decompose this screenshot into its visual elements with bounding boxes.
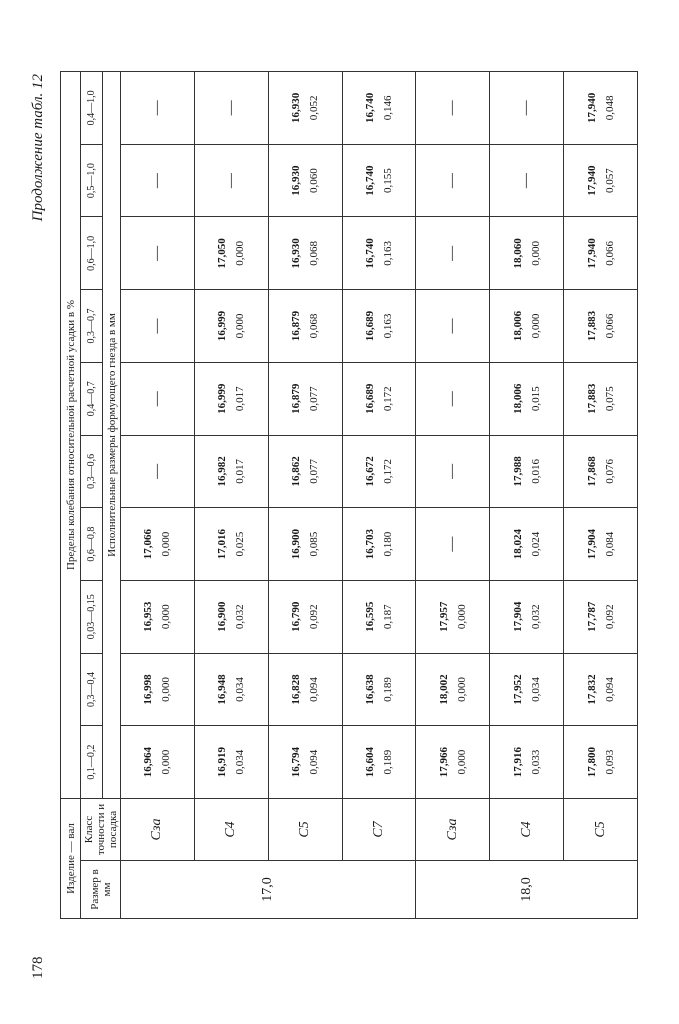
empty-cell: — bbox=[121, 144, 195, 217]
dimension-value: 16,740 bbox=[363, 165, 376, 196]
tolerance-value: 0,000 bbox=[160, 604, 173, 630]
tolerance-value: 0,034 bbox=[234, 677, 247, 702]
value-cell bbox=[268, 72, 342, 145]
value-cell bbox=[194, 290, 268, 363]
tolerance-value: 0,000 bbox=[455, 604, 468, 630]
tolerance-value: 0,075 bbox=[603, 386, 616, 412]
value-cell bbox=[268, 290, 342, 363]
range-header: 0,03—0,15 bbox=[81, 580, 103, 653]
value-cell bbox=[490, 217, 564, 290]
data-table bbox=[60, 71, 638, 919]
size-cell: 18,0 bbox=[416, 861, 638, 919]
value-cell bbox=[342, 726, 416, 799]
tolerance-value: 0,077 bbox=[308, 459, 321, 484]
class-cell: С5 bbox=[564, 798, 638, 860]
value-cell bbox=[268, 508, 342, 581]
tolerance-value: 0,172 bbox=[381, 459, 394, 484]
dimension-value: 17,800 bbox=[585, 747, 598, 778]
dimension-value: 17,940 bbox=[585, 165, 598, 196]
dimension-value: 16,604 bbox=[363, 747, 376, 778]
value-cell bbox=[342, 290, 416, 363]
value-cell bbox=[490, 290, 564, 363]
dims-header: Исполнительные размеры формующего гнезда в мм bbox=[103, 72, 121, 799]
value-cell bbox=[490, 580, 564, 653]
dimension-value: 16,900 bbox=[216, 601, 229, 632]
dimension-value: 16,930 bbox=[290, 238, 303, 269]
tolerance-value: 0,066 bbox=[603, 313, 616, 339]
empty-cell: — bbox=[121, 290, 195, 363]
tolerance-value: 0,094 bbox=[308, 677, 321, 702]
value-cell bbox=[268, 435, 342, 508]
range-header: 0,6—1,0 bbox=[81, 217, 103, 290]
table-row bbox=[416, 72, 490, 919]
table-row bbox=[564, 72, 638, 919]
value-cell bbox=[564, 508, 638, 581]
value-cell bbox=[490, 435, 564, 508]
dimension-value: 17,940 bbox=[585, 92, 598, 124]
tolerance-value: 0,093 bbox=[603, 749, 616, 775]
value-cell bbox=[194, 726, 268, 799]
tolerance-value: 0,076 bbox=[603, 459, 616, 484]
dimension-value: 17,868 bbox=[585, 456, 598, 487]
class-cell: Сза bbox=[416, 798, 490, 860]
page-number: 178 bbox=[30, 956, 46, 979]
value-cell bbox=[564, 72, 638, 145]
tolerance-value: 0,068 bbox=[308, 313, 321, 339]
product-header: Изделие — вал bbox=[61, 798, 81, 918]
value-cell bbox=[194, 653, 268, 726]
value-cell bbox=[564, 580, 638, 653]
dimension-value: 16,999 bbox=[216, 383, 229, 414]
dimension-value: 17,066 bbox=[142, 528, 155, 560]
table-row bbox=[268, 72, 342, 919]
tolerance-value: 0,189 bbox=[381, 677, 394, 702]
dimension-value: 16,879 bbox=[290, 383, 303, 414]
tolerance-value: 0,155 bbox=[381, 168, 394, 194]
tolerance-value: 0,092 bbox=[603, 604, 616, 630]
tolerance-value: 0,032 bbox=[529, 604, 542, 630]
value-cell bbox=[121, 726, 195, 799]
value-cell bbox=[564, 726, 638, 799]
value-cell bbox=[194, 435, 268, 508]
range-header: 0,3—0,7 bbox=[81, 290, 103, 363]
tolerance-value: 0,000 bbox=[455, 749, 468, 775]
dimension-value: 17,952 bbox=[511, 674, 524, 705]
dimension-value: 16,638 bbox=[363, 674, 376, 705]
table-row bbox=[490, 72, 564, 919]
empty-cell: — bbox=[194, 72, 268, 145]
empty-cell: — bbox=[416, 362, 490, 435]
dimension-value: 16,595 bbox=[363, 601, 376, 632]
value-cell bbox=[194, 362, 268, 435]
value-cell bbox=[121, 580, 195, 653]
class-cell: С5 bbox=[268, 798, 342, 860]
dimension-value: 16,953 bbox=[142, 601, 155, 632]
value-cell bbox=[194, 508, 268, 581]
value-cell bbox=[564, 144, 638, 217]
tolerance-value: 0,000 bbox=[160, 677, 173, 702]
tolerance-value: 0,084 bbox=[603, 531, 616, 557]
table-caption: Продолжение табл. 12 bbox=[30, 74, 46, 222]
tolerance-value: 0,033 bbox=[529, 749, 542, 775]
tolerance-value: 0,015 bbox=[529, 386, 542, 412]
dimension-value: 16,879 bbox=[290, 310, 303, 342]
empty-cell: — bbox=[121, 435, 195, 508]
range-header: 0,4—1,0 bbox=[81, 72, 103, 145]
value-cell bbox=[121, 653, 195, 726]
tolerance-value: 0,085 bbox=[308, 531, 321, 557]
value-cell bbox=[342, 217, 416, 290]
dimension-value: 17,904 bbox=[585, 528, 598, 560]
empty-cell: — bbox=[416, 72, 490, 145]
tolerance-value: 0,032 bbox=[234, 604, 247, 630]
tolerance-value: 0,180 bbox=[381, 531, 394, 557]
dimension-value: 18,060 bbox=[511, 238, 524, 269]
dimension-value: 17,883 bbox=[585, 310, 598, 342]
range-header: 0,5—1,0 bbox=[81, 144, 103, 217]
table-row bbox=[194, 72, 268, 919]
dimension-value: 16,794 bbox=[290, 747, 303, 778]
dimension-value: 16,999 bbox=[216, 310, 229, 342]
value-cell bbox=[416, 580, 490, 653]
tolerance-value: 0,163 bbox=[381, 313, 394, 339]
tolerance-value: 0,034 bbox=[234, 749, 247, 775]
tolerance-value: 0,000 bbox=[234, 313, 247, 339]
empty-cell: — bbox=[490, 144, 564, 217]
dimension-value: 16,900 bbox=[290, 528, 303, 560]
class-cell: С7 bbox=[342, 798, 416, 860]
tolerance-value: 0,000 bbox=[455, 677, 468, 702]
tolerance-value: 0,077 bbox=[308, 386, 321, 412]
value-cell bbox=[416, 726, 490, 799]
range-header: 0,1—0,2 bbox=[81, 726, 103, 799]
range-header: 0,3—0,6 bbox=[81, 435, 103, 508]
dimension-value: 16,740 bbox=[363, 92, 376, 124]
dimension-value: 16,862 bbox=[290, 456, 303, 487]
range-header: 0,6—0,8 bbox=[81, 508, 103, 581]
value-cell bbox=[121, 508, 195, 581]
empty-cell: — bbox=[121, 72, 195, 145]
value-cell bbox=[342, 435, 416, 508]
value-cell bbox=[342, 508, 416, 581]
tolerance-value: 0,052 bbox=[308, 95, 321, 121]
value-cell bbox=[564, 290, 638, 363]
value-cell bbox=[564, 217, 638, 290]
class-cell: Сза bbox=[121, 798, 195, 860]
tolerance-value: 0,017 bbox=[234, 386, 247, 412]
tolerance-value: 0,024 bbox=[529, 531, 542, 557]
tolerance-value: 0,092 bbox=[308, 604, 321, 630]
empty-cell: — bbox=[416, 217, 490, 290]
tolerance-value: 0,057 bbox=[603, 168, 616, 194]
tolerance-value: 0,017 bbox=[234, 459, 247, 484]
value-cell bbox=[490, 653, 564, 726]
tolerance-value: 0,146 bbox=[381, 95, 394, 121]
dimension-value: 16,689 bbox=[363, 383, 376, 414]
size-cell: 17,0 bbox=[121, 861, 416, 919]
dimension-value: 18,024 bbox=[511, 528, 524, 560]
class-cell: С4 bbox=[490, 798, 564, 860]
dimension-value: 16,964 bbox=[142, 747, 155, 778]
tolerance-value: 0,048 bbox=[603, 95, 616, 121]
dimension-value: 16,790 bbox=[290, 601, 303, 632]
value-cell bbox=[268, 362, 342, 435]
tolerance-value: 0,000 bbox=[529, 313, 542, 339]
dimension-value: 16,998 bbox=[142, 674, 155, 705]
tolerance-value: 0,068 bbox=[308, 240, 321, 266]
dimension-value: 17,940 bbox=[585, 238, 598, 269]
tolerance-value: 0,189 bbox=[381, 749, 394, 775]
table-row bbox=[121, 72, 195, 919]
dimension-value: 18,006 bbox=[511, 383, 524, 414]
tolerance-value: 0,016 bbox=[529, 459, 542, 484]
empty-cell: — bbox=[121, 217, 195, 290]
dimension-value: 16,672 bbox=[363, 456, 376, 487]
tolerance-value: 0,025 bbox=[234, 531, 247, 557]
tolerance-value: 0,163 bbox=[381, 240, 394, 266]
dimension-value: 17,050 bbox=[216, 238, 229, 269]
empty-cell: — bbox=[490, 72, 564, 145]
size-column-header: Размер в мм bbox=[81, 861, 121, 919]
limits-header: Пределы колебания относительной расчетной усадки в % bbox=[61, 72, 81, 799]
value-cell bbox=[194, 217, 268, 290]
dimension-value: 16,740 bbox=[363, 238, 376, 269]
dimension-value: 18,006 bbox=[511, 310, 524, 342]
value-cell bbox=[342, 580, 416, 653]
range-header: 0,3—0,4 bbox=[81, 653, 103, 726]
empty-cell: — bbox=[416, 290, 490, 363]
dimension-value: 17,916 bbox=[511, 747, 524, 778]
tolerance-value: 0,060 bbox=[308, 168, 321, 194]
value-cell bbox=[490, 362, 564, 435]
tolerance-value: 0,000 bbox=[160, 749, 173, 775]
dimension-value: 17,883 bbox=[585, 383, 598, 414]
value-cell bbox=[342, 144, 416, 217]
tolerance-value: 0,172 bbox=[381, 386, 394, 412]
value-cell bbox=[268, 217, 342, 290]
empty-cell: — bbox=[416, 435, 490, 508]
value-cell bbox=[564, 362, 638, 435]
dimension-value: 16,703 bbox=[363, 528, 376, 560]
tolerance-value: 0,187 bbox=[381, 604, 394, 630]
table-row bbox=[342, 72, 416, 919]
empty-cell: — bbox=[121, 362, 195, 435]
value-cell bbox=[490, 726, 564, 799]
value-cell bbox=[564, 653, 638, 726]
value-cell bbox=[564, 435, 638, 508]
dimension-value: 16,930 bbox=[290, 92, 303, 124]
dimension-value: 16,930 bbox=[290, 165, 303, 196]
value-cell bbox=[342, 362, 416, 435]
value-cell bbox=[416, 653, 490, 726]
empty-cell: — bbox=[416, 144, 490, 217]
empty-cell: — bbox=[194, 144, 268, 217]
dimension-value: 17,787 bbox=[585, 601, 598, 632]
tolerance-value: 0,066 bbox=[603, 240, 616, 266]
value-cell bbox=[268, 653, 342, 726]
dimension-value: 17,016 bbox=[216, 528, 229, 560]
tolerance-value: 0,094 bbox=[308, 749, 321, 775]
value-cell bbox=[268, 144, 342, 217]
class-cell: С4 bbox=[194, 798, 268, 860]
empty-cell: — bbox=[416, 508, 490, 581]
tolerance-value: 0,094 bbox=[603, 677, 616, 702]
dimension-value: 16,982 bbox=[216, 456, 229, 487]
dimension-value: 17,966 bbox=[437, 747, 450, 778]
dimension-value: 17,904 bbox=[511, 601, 524, 632]
value-cell bbox=[342, 653, 416, 726]
range-header: 0,4—0,7 bbox=[81, 362, 103, 435]
value-cell bbox=[194, 580, 268, 653]
value-cell bbox=[342, 72, 416, 145]
dimension-value: 16,948 bbox=[216, 674, 229, 705]
tolerance-value: 0,000 bbox=[234, 240, 247, 266]
tolerance-value: 0,000 bbox=[529, 240, 542, 266]
class-column-header: Класс точности и посадка bbox=[81, 798, 121, 860]
dimension-value: 17,957 bbox=[437, 601, 450, 632]
dimension-value: 16,828 bbox=[290, 674, 303, 705]
dimension-value: 16,919 bbox=[216, 747, 229, 778]
value-cell bbox=[268, 580, 342, 653]
tolerance-value: 0,000 bbox=[160, 531, 173, 557]
dimension-value: 18,002 bbox=[437, 674, 450, 705]
dimension-value: 16,689 bbox=[363, 310, 376, 342]
value-cell bbox=[490, 508, 564, 581]
dimension-value: 17,988 bbox=[511, 456, 524, 487]
value-cell bbox=[268, 726, 342, 799]
dimension-value: 17,832 bbox=[585, 674, 598, 705]
tolerance-value: 0,034 bbox=[529, 677, 542, 702]
